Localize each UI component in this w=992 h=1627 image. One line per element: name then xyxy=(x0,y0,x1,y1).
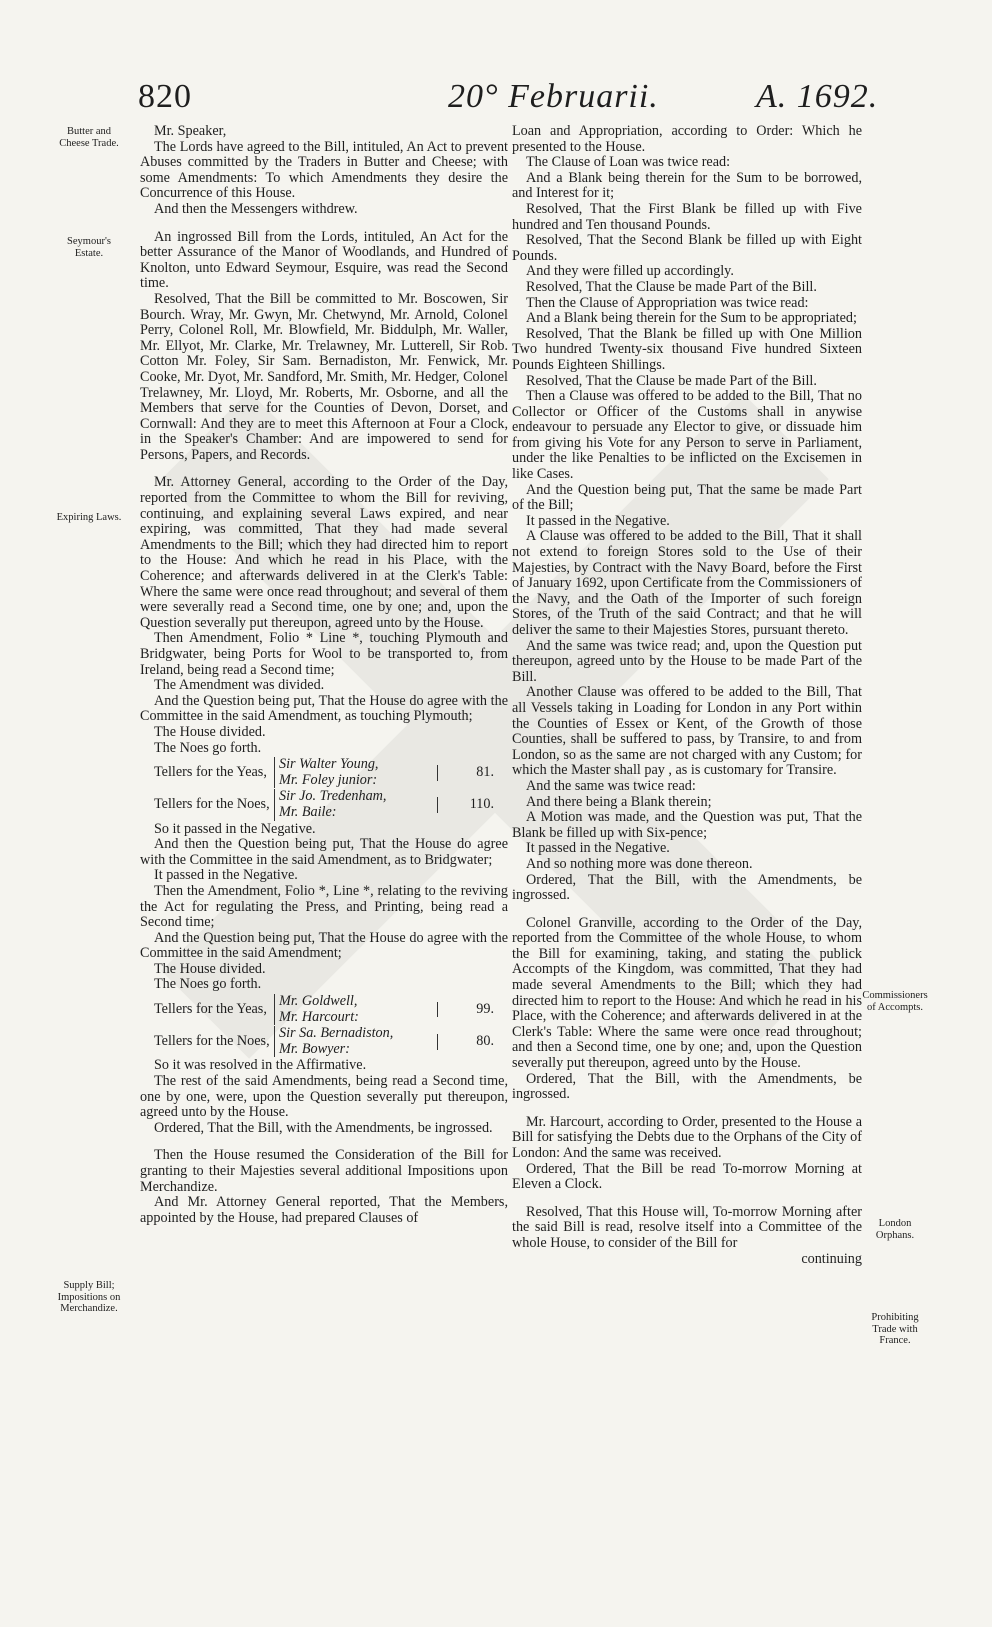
tellers-names xyxy=(274,994,429,1025)
paragraph: And the Question being put, That the House do agree with the Committee in the said Amendment, as touching Plymouth; xyxy=(140,692,508,725)
tellers-names xyxy=(274,789,429,820)
catchword: continuing xyxy=(801,1250,862,1267)
paragraph: Mr. Speaker, xyxy=(154,123,227,139)
paragraph: It passed in the Negative. xyxy=(526,840,670,857)
paragraph: And they were filled up accordingly. xyxy=(526,263,734,280)
tellers-label: Tellers for the Noes, xyxy=(154,796,270,813)
page-year xyxy=(756,78,878,116)
paragraph: And then the Messengers withdrew. xyxy=(154,200,358,217)
page-number: 820 xyxy=(138,78,192,115)
tellers-label: Tellers for the Yeas, xyxy=(154,1000,267,1017)
paragraph: And a Blank being therein for the Sum to be appropriated; xyxy=(526,310,857,327)
paragraph: The Lords have agreed to the Bill, intituled, An Act to prevent Abuses committed by the Traders in Butter and Cheese; with some Amendments: To which Amendments they desire the Concurrence of this House. xyxy=(140,138,508,202)
paragraph: And Mr. Attorney General reported, That the Members, appointed by the House, had prepared Clauses of xyxy=(140,1194,508,1226)
paragraph: And so nothing more was done thereon. xyxy=(526,855,753,872)
paragraph: Resolved, That the Clause be made Part of the Bill. xyxy=(526,278,817,295)
paragraph: Resolved, That the Clause be made Part of the Bill. xyxy=(526,372,817,389)
paragraph: Another Clause was offered to be added to the Bill, That all Vessels taking in Loading for London in any Port within the Counties of Essex or Kent, of the Growth of those Counties, shall be suffered to pass, by Transire, to and from London, so as the same are not charged with any Custom; for which the Master shall pay , as is customary for Transire. xyxy=(512,684,862,779)
paragraph: And the same was twice read: xyxy=(526,777,696,794)
paragraph: Mr. Harcourt, according to Order, presented to the House a Bill for satisfying the Debts due to the Orphans of the City of London: And the same was received. xyxy=(512,1113,862,1161)
paragraph: Then the Amendment, Folio *, Line *, relating to the reviving the Act for regulating the Press, and Printing, being read a Second time; xyxy=(140,882,508,931)
margin-note-france: Prohibiting Trade with France. xyxy=(871,1312,919,1346)
paragraph: Ordered, That the Bill, with the Amendments, be ingrossed. xyxy=(154,1119,493,1136)
paragraph: Then the House resumed the Consideration of the Bill for granting to their Majesties several additional Impositions upon Merchandize. xyxy=(140,1147,508,1195)
paragraph: The House divided. xyxy=(154,723,266,740)
paragraph: Resolved, That the Bill be committed to Mr. Boscowen, Sir Bourch. Wray, Mr. Gwyn, Mr. Chetwynd, Mr. Arnold, Colonel Perry, Colonel Roll, Mr. Blowfield, Mr. Biddulph, Mr. Waller, Mr. Ellyot, Mr. Clarke, Mr. Trelawney, Mr. Lutterell, Sir Rob. Cotton Mr. Foley, Sir Sam. Bernadiston, Mr. Fenwick, Mr. Cooke, Mr. Dyot, Mr. Sandford, Mr. Smith, Mr. Hedger, Colonel Trelawney, Mr. Lloyd, Mr. Roberts, Mr. Osborne, and all the Members that serve for the Counties of Devon, Dorset, and Cornwall: And they are to meet this Afternoon at Four a Clock, in the Speaker's Chamber: And are impowered to send for Persons, Papers, and Records. xyxy=(140,290,508,463)
paragraph: Then a Clause was offered to be added to the Bill, That no Collector or Officer of the Customs shall in anywise endeavour to persuade any Elector to give, or dissuade him from giving his Vote for any Person to serve in Parliament, under the like Penalties to be inflicted on the Excisemen in like Cases. xyxy=(512,388,862,483)
margin-note-butter: Butter and Cheese Trade. xyxy=(59,126,119,149)
tellers-count: 99. xyxy=(437,1002,494,1018)
paragraph: And the Question being put, That the same be made Part of the Bill; xyxy=(512,481,862,514)
teller-name: Mr. Harcourt: xyxy=(279,1008,359,1025)
teller-name: Sir Sa. Bernadiston, xyxy=(279,1025,394,1042)
paragraph: Ordered, That the Bill be read To-morrow Morning at Eleven a Clock. xyxy=(512,1160,862,1193)
paragraph: The Noes go forth. xyxy=(154,739,262,756)
margin-note-accompts: Commissioners of Accompts. xyxy=(862,990,928,1013)
paragraph: The rest of the said Amendments, being read a Second time, one by one, were, upon the Question severally put thereupon, agreed unto by the House. xyxy=(140,1073,508,1121)
paragraph: The Noes go forth. xyxy=(154,976,262,993)
left-column xyxy=(140,124,508,1226)
margin-note-supply: Supply Bill; Impositions on Merchandize. xyxy=(57,1280,121,1314)
paragraph: And the Question being put, That the House do agree with the Committee in the said Amendment; xyxy=(140,929,508,962)
paragraph: A Clause was offered to be added to the Bill, That it shall not extend to foreign Stores sold to the Use of their Majesties, by Contract with the Navy Board, before the First of January 1692, upon Certificate from the Commissioners of the Navy, and the Oath of the Importer of such foreign Stores, of the Truth of the said Contract; and that he will deliver the same to their Majesties Stores, pursuant thereto. xyxy=(512,528,862,638)
tellers-noes xyxy=(154,789,508,820)
paragraph: The Clause of Loan was twice read: xyxy=(526,154,731,171)
paragraph: A Motion was made, and the Question was put, That the Blank be filled up with Six-pence; xyxy=(512,809,862,841)
paragraph: And there being a Blank therein; xyxy=(526,793,712,810)
teller-name: Sir Jo. Tredenham, xyxy=(279,788,387,805)
paragraph: And a Blank being therein for the Sum to be borrowed, and Interest for it; xyxy=(512,169,862,202)
paragraph: Then the Clause of Appropriation was twice read: xyxy=(526,294,809,311)
paragraph: Loan and Appropriation, according to Order: Which he presented to the House. xyxy=(512,123,862,155)
paragraph: It passed in the Negative. xyxy=(154,867,298,884)
teller-name: Mr. Goldwell, xyxy=(279,993,358,1010)
tellers-yeas xyxy=(154,994,508,1025)
teller-name: Mr. Baile: xyxy=(279,803,337,820)
margin-note-orphans: London Orphans. xyxy=(875,1218,915,1241)
paragraph: An ingrossed Bill from the Lords, intituled, An Act for the better Assurance of the Manor of Woodlands, and Hundred of Knolton, unto Edward Seymour, Esquire, was read the Second time. xyxy=(140,228,508,292)
teller-name: Mr. Bowyer: xyxy=(279,1040,350,1057)
tellers-yeas xyxy=(154,757,508,788)
paragraph: The Amendment was divided. xyxy=(154,677,325,694)
paragraph: Colonel Granville, according to the Order of the Day, reported from the Committee of the whole House, to whom the Bill for examining, taking, and stating the publick Accompts of the Kingdom, was committed, That they had made several Amendments to the Bill; which they had directed him to report to the House: And which he read in his Place, with the Coherence; and afterwards delivered in at the Clerk's Table: Where the same were once read throughout; and then a Second time, one by one; and, upon the Question severally put thereupon, agreed unto by the House. xyxy=(512,914,862,1072)
paragraph: So it was resolved in the Affirmative. xyxy=(154,1057,367,1074)
paragraph: Ordered, That the Bill, with the Amendments, be ingrossed. xyxy=(512,1070,862,1103)
tellers-noes xyxy=(154,1026,508,1057)
paragraph: Resolved, That the First Blank be filled up with Five hundred and Ten thousand Pounds. xyxy=(512,200,862,233)
paragraph: Then Amendment, Folio * Line *, touching Plymouth and Bridgwater, being Ports for Wool to be transported to, from Ireland, being read a Second time; xyxy=(140,630,508,678)
tellers-count: 81. xyxy=(437,765,494,781)
tellers-names xyxy=(274,1026,429,1057)
paragraph: Ordered, That the Bill, with the Amendments, be ingrossed. xyxy=(512,871,862,904)
margin-note-expiring: Expiring Laws. xyxy=(56,512,122,523)
paragraph: The House divided. xyxy=(154,960,266,977)
right-column xyxy=(512,124,862,1267)
paragraph: Resolved, That this House will, To-morrow Morning after the said Bill is read, resolve itself into a Committee of the whole House, to consider of the Bill for xyxy=(512,1203,862,1251)
margin-note-seymour: Seymour's Estate. xyxy=(67,236,111,259)
tellers-count: 80. xyxy=(437,1034,494,1050)
page-date xyxy=(448,78,678,116)
tellers-names xyxy=(274,757,429,788)
paragraph: Resolved, That the Second Blank be filled up with Eight Pounds. xyxy=(512,232,862,264)
page-year-text: A. 1692. xyxy=(756,78,879,115)
paragraph: And then the Question being put, That the House do agree with the Committee in the said Amendment, as to Bridgwater; xyxy=(140,836,508,868)
teller-name: Mr. Foley junior: xyxy=(279,771,378,788)
tellers-count: 110. xyxy=(437,797,494,813)
paragraph: Resolved, That the Blank be filled up with One Million Two hundred Twenty-six thousand Five hundred Sixteen Pounds Eighteen Shillings. xyxy=(512,325,862,373)
paragraph: And the same was twice read; and, upon the Question put thereupon, agreed unto by the House to be made Part of the Bill. xyxy=(512,637,862,685)
tellers-label: Tellers for the Yeas, xyxy=(154,763,267,780)
tellers-label: Tellers for the Noes, xyxy=(154,1033,270,1050)
paragraph: So it passed in the Negative. xyxy=(154,820,316,837)
page-date-text: 20° Februarii. xyxy=(448,78,659,115)
paragraph: Mr. Attorney General, according to the Order of the Day, reported from the Committee to whom the Bill for reviving, continuing, and explaining several Laws expired, and near expiring, was committed, That they had made several Amendments to the Bill; which they had directed him to report to the House: And which he read in his Place, with the Coherence; and afterwards delivered in at the Clerk's Table: Where the same were once read throughout; and several of them were severally read a Second time, one by one; and, upon the Question severally put thereupon, agreed unto by the House. xyxy=(140,474,508,631)
paragraph: It passed in the Negative. xyxy=(526,512,670,529)
teller-name: Sir Walter Young, xyxy=(279,756,379,773)
